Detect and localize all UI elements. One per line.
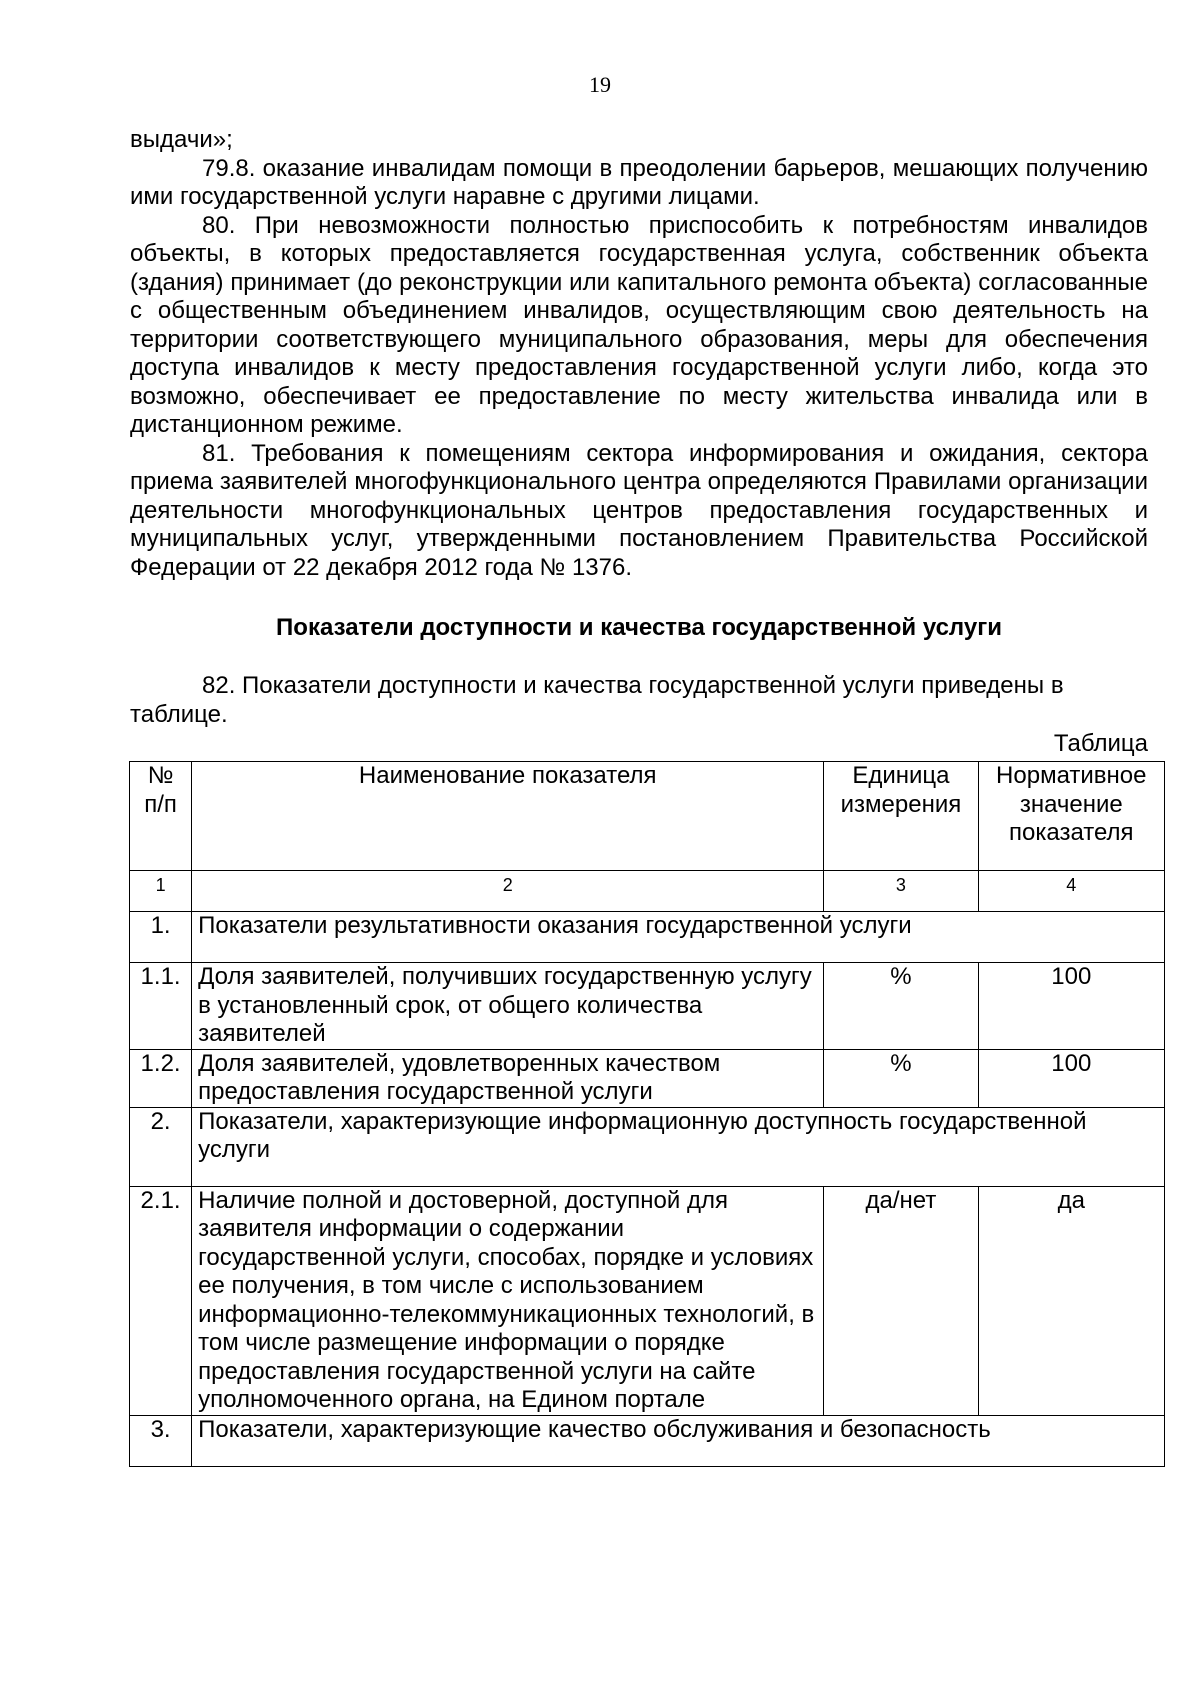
paragraph-continuation: выдачи»; [130,126,233,153]
row-number: 1.1. [130,963,192,1050]
paragraph-82-block [130,672,1148,729]
row-unit: % [824,1049,978,1107]
row-text: Наличие полной и достоверной, доступной для заявителя информации о содержании государственной услуги, способах, порядке и условиях ее получения, в том числе с использованием информационно-телекоммуникационных технологий, в том числе размещение информации о порядке предоставления государственной услуги на сайте уполномоченного органа, на Едином портале [192,1186,824,1415]
header-name: Наименование показателя [192,762,824,871]
row-text: Доля заявителей, удовлетворенных качеством предоставления государственной услуги [192,1049,824,1107]
paragraph-80: 80. При невозможности полностью приспособить к потребностям инвалидов объекты, в которых предоставляется государственная услуга, собственник объекта (здания) принимает (до реконструкции или капитального ремонта объекта) согласованные с общественным объединением инвалидов, осуществляющим свою деятельность на территории соответствующего муниципального образования, меры для обеспечения доступа инвалидов к месту предоставления государственной услуги либо, когда это возможно, обеспечивает ее предоставление по месту жительства инвалида или в дистанционном режиме. [130,211,1148,438]
paragraph-82: 82. Показатели доступности и качества государственной услуги приведены в таблице. [130,672,1064,728]
table-row [130,963,1165,1050]
row-number: 2.1. [130,1186,192,1415]
row-number: 2. [130,1107,192,1186]
column-number: 3 [824,871,978,912]
row-text: Показатели результативности оказания государственной услуги [192,912,1165,963]
column-number-row [130,871,1165,912]
row-number: 3. [130,1415,192,1466]
table-section-row [130,1107,1165,1186]
header-number: № п/п [130,762,192,871]
row-value: 100 [978,963,1164,1050]
table-header-row [130,762,1165,871]
column-number: 1 [130,871,192,912]
row-text: Показатели, характеризующие качество обслуживания и безопасность [192,1415,1165,1466]
row-value: да [978,1186,1164,1415]
row-number: 1. [130,912,192,963]
row-unit: % [824,963,978,1050]
page-number: 19 [589,72,611,97]
table-row [130,1186,1165,1415]
row-text: Показатели, характеризующие информационную доступность государственной услуги [192,1107,1165,1186]
table-row [130,1049,1165,1107]
row-value: 100 [978,1049,1164,1107]
header-value: Нормативное значение показателя [978,762,1164,871]
column-number: 4 [978,871,1164,912]
row-text: Доля заявителей, получивших государственную услугу в установленный срок, от общего количества заявителей [192,963,824,1050]
row-unit: да/нет [824,1186,978,1415]
table-caption: Таблица [1053,730,1148,757]
paragraph-81: 81. Требования к помещениям сектора информирования и ожидания, сектора приема заявителей многофункционального центра определяются Правилами организации деятельности многофункциональных центров предоставления государственных и муниципальных услуг, утвержденными постановлением Правительства Российской Федерации от 22 декабря 2012 года № 1376. [130,439,1148,581]
body-text [130,126,1148,582]
table-section-row [130,912,1165,963]
section-heading: Показатели доступности и качества государственной услуги [276,614,1002,641]
column-number: 2 [192,871,824,912]
table-section-row [130,1415,1165,1466]
header-unit: Единица измерения [824,762,978,871]
paragraph-79-8: 79.8. оказание инвалидам помощи в преодолении барьеров, мешающих получению ими государственной услуги наравне с другими лицами. [130,154,1148,210]
indicators-table [129,761,1165,1467]
row-number: 1.2. [130,1049,192,1107]
